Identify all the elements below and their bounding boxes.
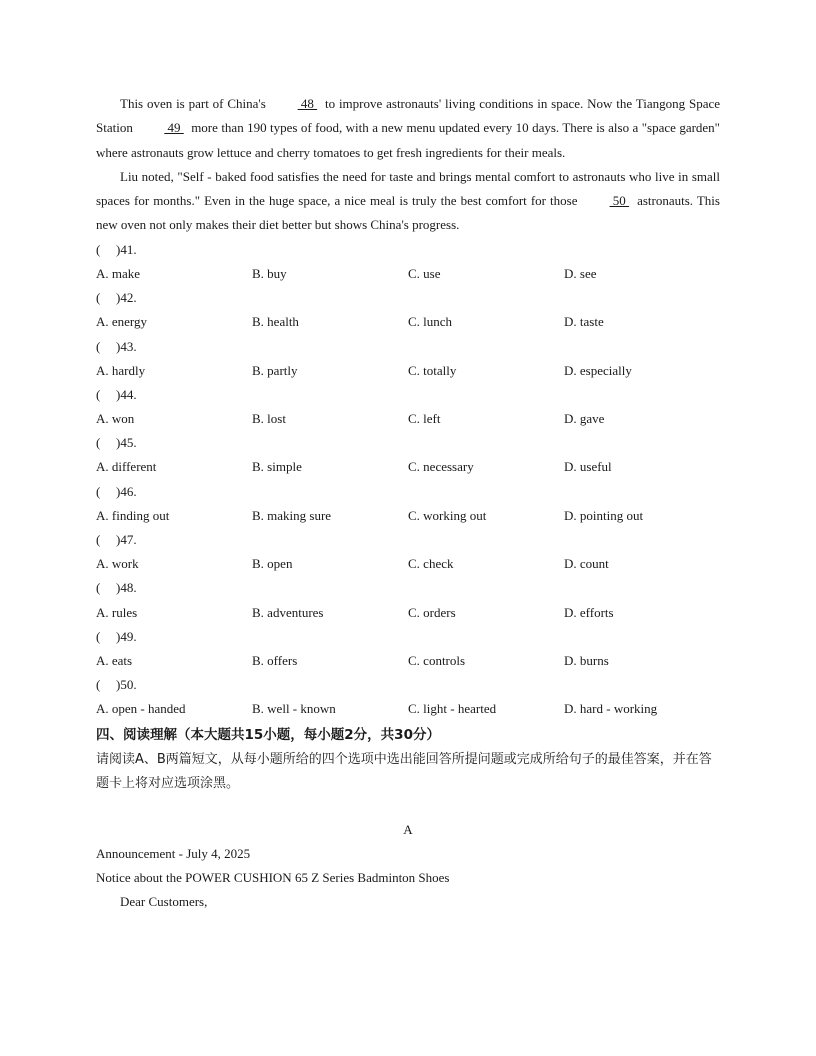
option-a[interactable]: A. work [96, 556, 139, 572]
notice-title: Notice about the POWER CUSHION 65 Z Series Badminton Shoes [96, 869, 450, 885]
question-number [96, 383, 720, 407]
question-label: )43. [116, 338, 137, 354]
option-d[interactable]: D. pointing out [564, 507, 644, 523]
question-number [96, 431, 720, 455]
option-d[interactable]: D. useful [564, 459, 612, 475]
document-page [96, 92, 720, 914]
question-label: )49. [116, 628, 137, 644]
question-list [96, 238, 720, 722]
option-d[interactable]: D. count [564, 556, 609, 572]
option-d[interactable]: D. hard - working [564, 701, 658, 717]
answer-paren[interactable]: ( [96, 483, 101, 499]
blank-49: 49 [164, 120, 184, 136]
question-number [96, 625, 720, 649]
option-b[interactable]: B. well - known [252, 701, 336, 717]
options-row [96, 455, 720, 479]
option-c[interactable]: C. necessary [408, 459, 474, 475]
option-c[interactable]: C. lunch [408, 314, 453, 330]
option-b[interactable]: B. lost [252, 411, 286, 427]
option-c[interactable]: C. use [408, 265, 441, 281]
section-instruction: 请阅读A、B两篇短文，从每小题所给的四个选项中选出能回答所提问题或完成所给句子的最佳答案，并在答题卡上将对应选项涂黑。 [96, 751, 712, 791]
options-row [96, 504, 720, 528]
option-a[interactable]: A. different [96, 459, 157, 475]
answer-paren[interactable]: ( [96, 532, 101, 548]
option-b[interactable]: B. buy [252, 265, 287, 281]
option-b[interactable]: B. open [252, 556, 293, 572]
option-c[interactable]: C. check [408, 556, 454, 572]
answer-paren[interactable]: ( [96, 338, 101, 354]
option-a[interactable]: A. hardly [96, 362, 146, 378]
option-d[interactable]: D. taste [564, 314, 604, 330]
answer-paren[interactable]: ( [96, 290, 101, 306]
option-c[interactable]: C. totally [408, 362, 457, 378]
options-row [96, 649, 720, 673]
option-d[interactable]: D. gave [564, 411, 605, 427]
option-c[interactable]: C. controls [408, 652, 466, 668]
question-number [96, 576, 720, 600]
question-label: )50. [116, 677, 137, 693]
options-row [96, 359, 720, 383]
option-a[interactable]: A. won [96, 411, 135, 427]
question-label: )48. [116, 580, 137, 596]
question-label: )46. [116, 483, 137, 499]
option-a[interactable]: A. rules [96, 604, 138, 620]
option-d[interactable]: D. see [564, 265, 597, 281]
option-b[interactable]: B. partly [252, 362, 298, 378]
passage-text: This oven is part of China's [120, 96, 270, 111]
option-d[interactable]: D. burns [564, 652, 609, 668]
announcement-date: Announcement - July 4, 2025 [96, 845, 251, 861]
option-b[interactable]: B. adventures [252, 604, 324, 620]
options-row [96, 310, 720, 334]
blank-48: 48 [297, 96, 318, 111]
greeting: Dear Customers, [120, 894, 208, 910]
answer-paren[interactable]: ( [96, 386, 101, 402]
question-number [96, 480, 720, 504]
option-b[interactable]: B. health [252, 314, 299, 330]
option-c[interactable]: C. left [408, 411, 441, 427]
options-row [96, 262, 720, 286]
section-title: 四、阅读理解（本大题共15小题，每小题2分，共30分） [96, 726, 440, 743]
question-label: )42. [116, 290, 137, 306]
option-a[interactable]: A. make [96, 265, 141, 281]
answer-paren[interactable]: ( [96, 580, 101, 596]
answer-paren[interactable]: ( [96, 677, 101, 693]
question-number [96, 238, 720, 262]
passage-paragraph-2 [96, 165, 720, 238]
question-label: )44. [116, 386, 137, 402]
question-number [96, 286, 720, 310]
blank-50: 50 [609, 193, 630, 209]
answer-paren[interactable]: ( [96, 628, 101, 644]
option-d[interactable]: D. especially [564, 362, 632, 378]
option-a[interactable]: A. open - handed [96, 701, 186, 717]
question-number [96, 335, 720, 359]
option-b[interactable]: B. making sure [252, 507, 332, 523]
passage-text: to improve astronauts' living conditions in space. Now the Tiangong Space Station [96, 96, 721, 136]
passage-text: astronauts. This new oven not only makes their diet better but shows China's progress. [96, 193, 720, 233]
option-b[interactable]: B. simple [252, 459, 302, 475]
option-b[interactable]: B. offers [252, 652, 298, 668]
option-d[interactable]: D. efforts [564, 604, 614, 620]
option-a[interactable]: A. finding out [96, 507, 170, 523]
question-number [96, 673, 720, 697]
question-number [96, 528, 720, 552]
question-label: )45. [116, 435, 137, 451]
option-c[interactable]: C. orders [408, 604, 456, 620]
answer-paren[interactable]: ( [96, 241, 101, 257]
passage-text: Liu noted, "Self - baked food satisfies the need for taste and brings mental comfort to astronauts who live in small spaces for months." Even in the huge space, a nice meal is truly the best comfort for those [96, 168, 720, 209]
options-row [96, 407, 720, 431]
option-a[interactable]: A. energy [96, 314, 148, 330]
options-row [96, 697, 720, 721]
passage-text: more than 190 types of food, with a new menu updated every 10 days. There is also a "space garden" where astronauts grow lettuce and cherry tomatoes to get fresh ingredients for their meals. [96, 120, 720, 160]
passage-a-label: A [403, 821, 413, 837]
options-row [96, 552, 720, 576]
question-label: )47. [116, 532, 137, 548]
answer-paren[interactable]: ( [96, 435, 101, 451]
passage-paragraph-1 [96, 92, 720, 165]
option-a[interactable]: A. eats [96, 652, 133, 668]
option-c[interactable]: C. working out [408, 507, 487, 523]
options-row [96, 601, 720, 625]
question-label: )41. [116, 241, 137, 257]
option-c[interactable]: C. light - hearted [408, 701, 497, 717]
